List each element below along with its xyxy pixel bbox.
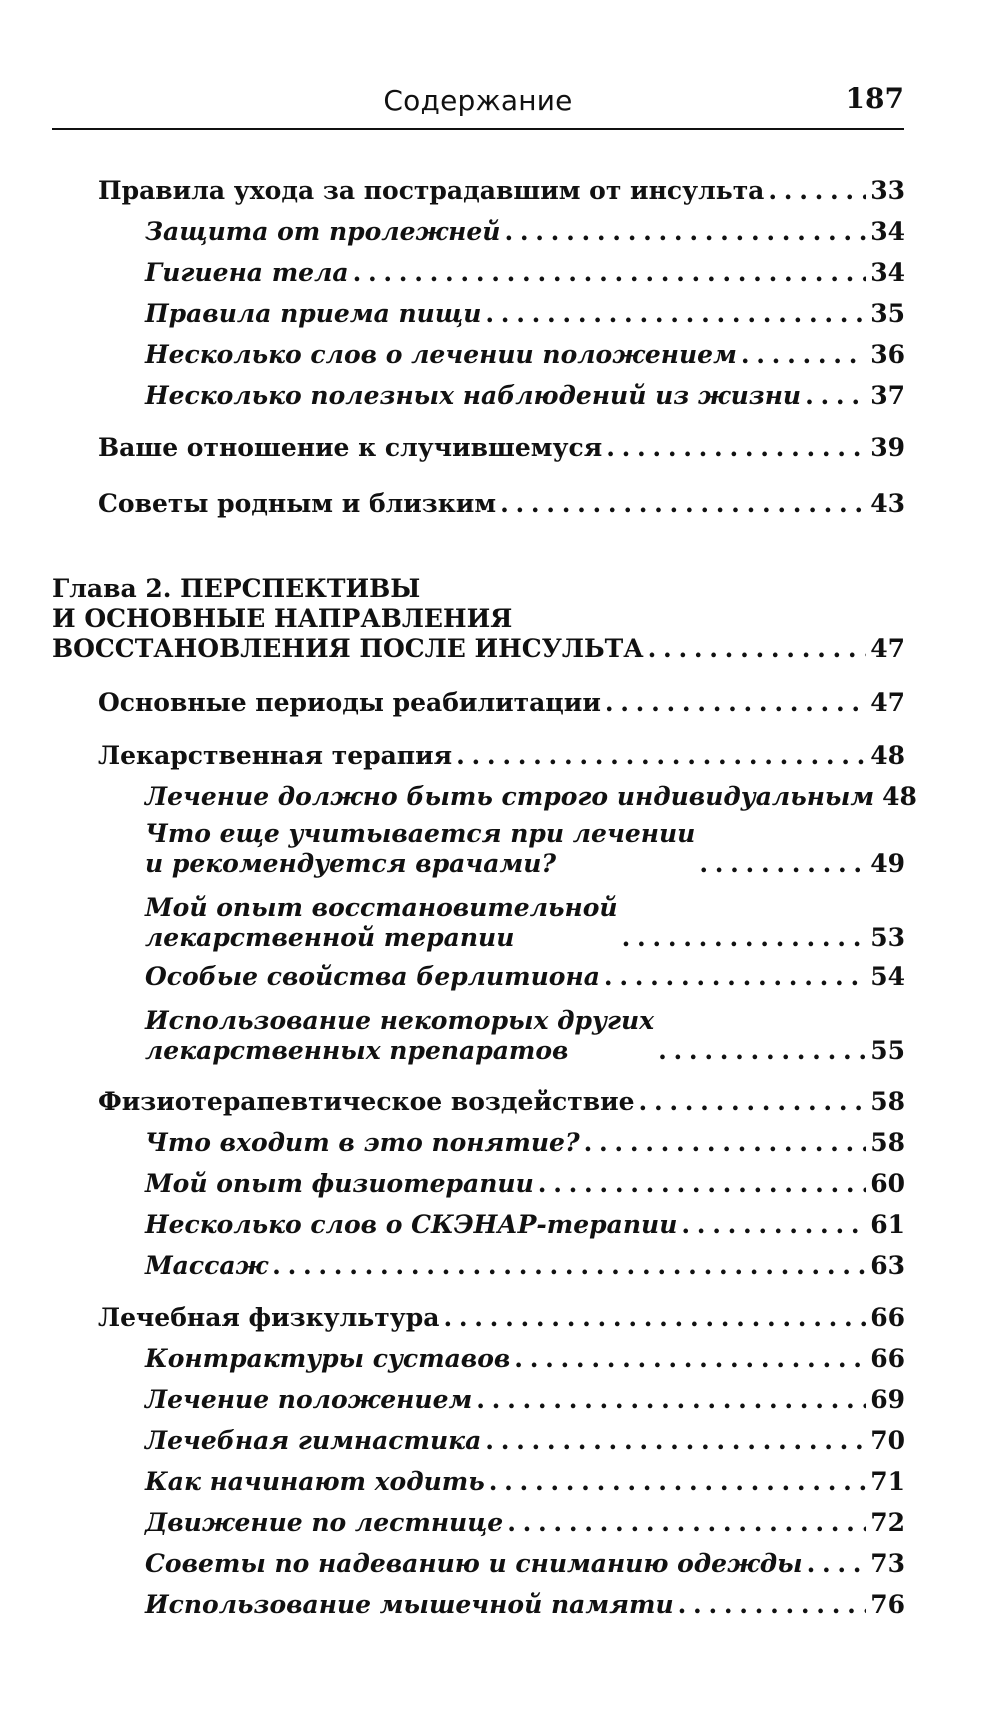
toc-subentry: Лечебная гимнастика . . . 70 <box>145 1426 905 1456</box>
chapter-title-line: Глава 2. ПЕРСПЕКТИВЫ <box>52 574 421 603</box>
toc-page-number: 60 <box>870 1169 905 1198</box>
toc-page-number: 34 <box>870 217 905 246</box>
toc-page-number: 71 <box>870 1467 905 1496</box>
toc-page-number: 47 <box>870 634 905 663</box>
chapter-title-line: ВОССТАНОВЛЕНИЯ ПОСЛЕ ИНСУЛЬТА <box>52 634 644 663</box>
toc-page-number: 76 <box>870 1590 905 1619</box>
running-header <box>52 84 904 130</box>
toc-entry: Физиотерапевтическое воздействие . . . 58 <box>98 1087 905 1117</box>
toc-subentry: Использование некоторых других лекарственных препаратов . . . 55 <box>145 1006 905 1066</box>
toc-page-number: 53 <box>870 923 905 952</box>
toc-page-number: 54 <box>870 962 905 991</box>
toc-subentry: Как начинают ходить . . . 71 <box>145 1467 905 1497</box>
toc-page-number: 61 <box>870 1210 905 1239</box>
toc-page-number: 47 <box>870 688 905 717</box>
toc-page-number: 70 <box>870 1426 905 1455</box>
toc-page-number: 58 <box>870 1128 905 1157</box>
toc-subentry: Гигиена тела . . . 34 <box>145 258 905 288</box>
toc-subentry: Движение по лестнице . . . 72 <box>145 1508 905 1538</box>
toc-entry: Советы родным и близким . . . 43 <box>98 489 905 519</box>
toc-subentry: Что еще учитывается при лечении и рекомендуется врачами? . . . 49 <box>145 819 905 879</box>
toc-subentry: Несколько слов о лечении положением . . . 36 <box>145 340 905 370</box>
toc-page-number: 72 <box>870 1508 905 1537</box>
toc-subentry: Лечение должно быть строго индивидуальным 48 <box>145 782 917 811</box>
toc-entry: Лечебная физкультура . . . 66 <box>98 1303 905 1333</box>
toc-subentry: Советы по надеванию и сниманию одежды . . . 73 <box>145 1549 905 1579</box>
toc-page-number: 39 <box>870 433 905 462</box>
toc-page-number: 33 <box>870 176 905 205</box>
chapter-title-line: И ОСНОВНЫЕ НАПРАВЛЕНИЯ <box>52 604 513 633</box>
toc-page-number: 55 <box>870 1036 905 1065</box>
toc-subentry: Особые свойства берлитиона . . . 54 <box>145 962 905 992</box>
toc-entry: Лекарственная терапия . . . 48 <box>98 741 905 771</box>
toc-subentry: Несколько слов о СКЭНАР-терапии . . . 61 <box>145 1210 905 1240</box>
toc-subentry: Мой опыт восстановительной лекарственной терапии . . . 53 <box>145 893 905 953</box>
toc-page-number: 66 <box>870 1344 905 1373</box>
toc-page-number: 48 <box>870 741 905 770</box>
toc-page-number: 48 <box>882 782 917 811</box>
toc-page-number: 58 <box>870 1087 905 1116</box>
toc-page-number: 35 <box>870 299 905 328</box>
toc-page-number: 43 <box>870 489 905 518</box>
toc-entry: Правила ухода за пострадавшим от инсульта . . . 33 <box>98 176 905 206</box>
chapter-heading <box>52 574 905 664</box>
toc-subentry: Защита от пролежней . . . 34 <box>145 217 905 247</box>
toc-page-number: 73 <box>870 1549 905 1578</box>
toc-subentry: Что входит в это понятие? . . . 58 <box>145 1128 905 1158</box>
toc-page-number: 49 <box>870 849 905 878</box>
toc-subentry: Массаж . . . 63 <box>145 1251 905 1281</box>
toc-page-number: 63 <box>870 1251 905 1280</box>
toc-subentry: Мой опыт физиотерапии . . . 60 <box>145 1169 905 1199</box>
toc-subentry: Использование мышечной памяти . . . 76 <box>145 1590 905 1620</box>
toc-page-number: 66 <box>870 1303 905 1332</box>
toc-page-number: 36 <box>870 340 905 369</box>
toc-page-number: 37 <box>870 381 905 410</box>
toc-page-number: 69 <box>870 1385 905 1414</box>
toc-entry: Основные периоды реабилитации . . . 47 <box>98 688 905 718</box>
toc-subentry: Лечение положением . . . 69 <box>145 1385 905 1415</box>
header-page-number: 187 <box>845 82 904 115</box>
toc-subentry: Несколько полезных наблюдений из жизни . . . 37 <box>145 381 905 411</box>
toc-subentry: Контрактуры суставов . . . 66 <box>145 1344 905 1374</box>
toc-subentry: Правила приема пищи . . . 35 <box>145 299 905 329</box>
header-title: Содержание <box>383 84 573 117</box>
toc-page-number: 34 <box>870 258 905 287</box>
toc-entry: Ваше отношение к случившемуся . . . 39 <box>98 433 905 463</box>
